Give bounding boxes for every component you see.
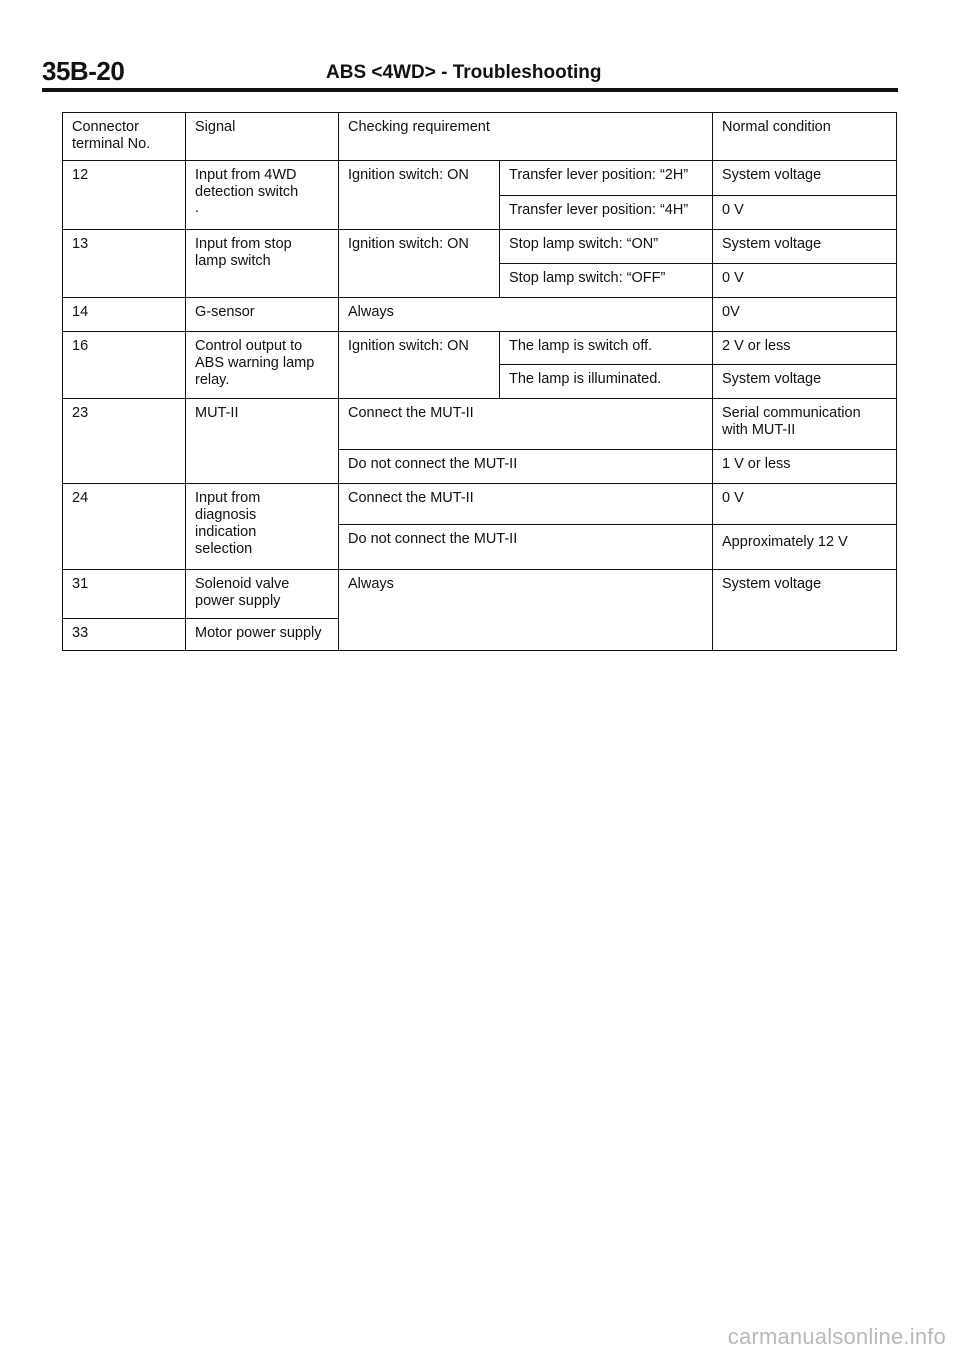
- requirement-cell: Always: [339, 298, 713, 332]
- requirement-cell: Ignition switch: ON: [339, 230, 500, 298]
- terminal-cell: 16: [63, 332, 186, 399]
- page-title: ABS <4WD> - Troubleshooting: [326, 62, 602, 83]
- signal-cell: Input from stop lamp switch: [186, 230, 339, 298]
- table-row: [63, 298, 897, 332]
- header-rule: [42, 88, 898, 92]
- header-checking-requirement: Checking requirement: [339, 113, 713, 161]
- requirement-cell: Ignition switch: ON: [339, 332, 500, 399]
- table-row: [63, 332, 897, 365]
- terminal-cell: 31: [63, 570, 186, 619]
- requirement-cell: Do not connect the MUT-II: [339, 450, 713, 484]
- table-row: [63, 484, 897, 525]
- requirement-cell: Do not connect the MUT-II: [339, 525, 713, 570]
- terminal-cell: 13: [63, 230, 186, 298]
- requirement-cell: Ignition switch: ON: [339, 161, 500, 230]
- condition-cell: The lamp is switch off.: [500, 332, 713, 365]
- normal-cell: Approximately 12 V: [713, 525, 897, 570]
- condition-cell: Stop lamp switch: “OFF”: [500, 264, 713, 298]
- requirement-cell: Connect the MUT-II: [339, 399, 713, 450]
- normal-cell: 0 V: [713, 196, 897, 230]
- signal-cell: Input from diagnosis indication selection: [186, 484, 339, 570]
- signal-cell: MUT-II: [186, 399, 339, 484]
- normal-cell: System voltage: [713, 365, 897, 399]
- signal-cell: Motor power supply: [186, 619, 339, 651]
- requirement-cell: Connect the MUT-II: [339, 484, 713, 525]
- normal-cell: Serial communication with MUT-II: [713, 399, 897, 450]
- header-signal: Signal: [186, 113, 339, 161]
- watermark: carmanualsonline.info: [727, 1324, 946, 1349]
- terminal-cell: 24: [63, 484, 186, 570]
- table-row: [63, 399, 897, 450]
- header-terminal: Connector terminal No.: [63, 113, 186, 161]
- signal-cell: Solenoid valve power supply: [186, 570, 339, 619]
- table-row: [63, 570, 897, 619]
- signal-cell: G-sensor: [186, 298, 339, 332]
- table-header-row: [63, 113, 897, 161]
- condition-cell: Stop lamp switch: “ON”: [500, 230, 713, 264]
- normal-cell: System voltage: [713, 570, 897, 651]
- signal-mark: .: [195, 200, 200, 216]
- table-row: [63, 161, 897, 196]
- signal-text: Input from 4WD detection switch: [195, 167, 299, 200]
- normal-cell: 1 V or less: [713, 450, 897, 484]
- terminal-cell: 14: [63, 298, 186, 332]
- requirement-cell: Always: [339, 570, 713, 651]
- normal-cell: 2 V or less: [713, 332, 897, 365]
- normal-cell: System voltage: [713, 230, 897, 264]
- terminal-cell: 23: [63, 399, 186, 484]
- header-normal-condition: Normal condition: [713, 113, 897, 161]
- normal-cell: System voltage: [713, 161, 897, 196]
- normal-cell: 0V: [713, 298, 897, 332]
- terminal-check-table: [62, 112, 897, 651]
- condition-cell: Transfer lever position: “2H”: [500, 161, 713, 196]
- page-number: 35B-20: [42, 56, 125, 86]
- signal-cell: Control output to ABS warning lamp relay.: [186, 332, 339, 399]
- condition-cell: The lamp is illuminated.: [500, 365, 713, 399]
- normal-cell: 0 V: [713, 264, 897, 298]
- terminal-cell: 33: [63, 619, 186, 651]
- normal-cell: 0 V: [713, 484, 897, 525]
- signal-cell: [186, 161, 339, 230]
- table-row: [63, 230, 897, 264]
- condition-cell: Transfer lever position: “4H”: [500, 196, 713, 230]
- terminal-cell: 12: [63, 161, 186, 230]
